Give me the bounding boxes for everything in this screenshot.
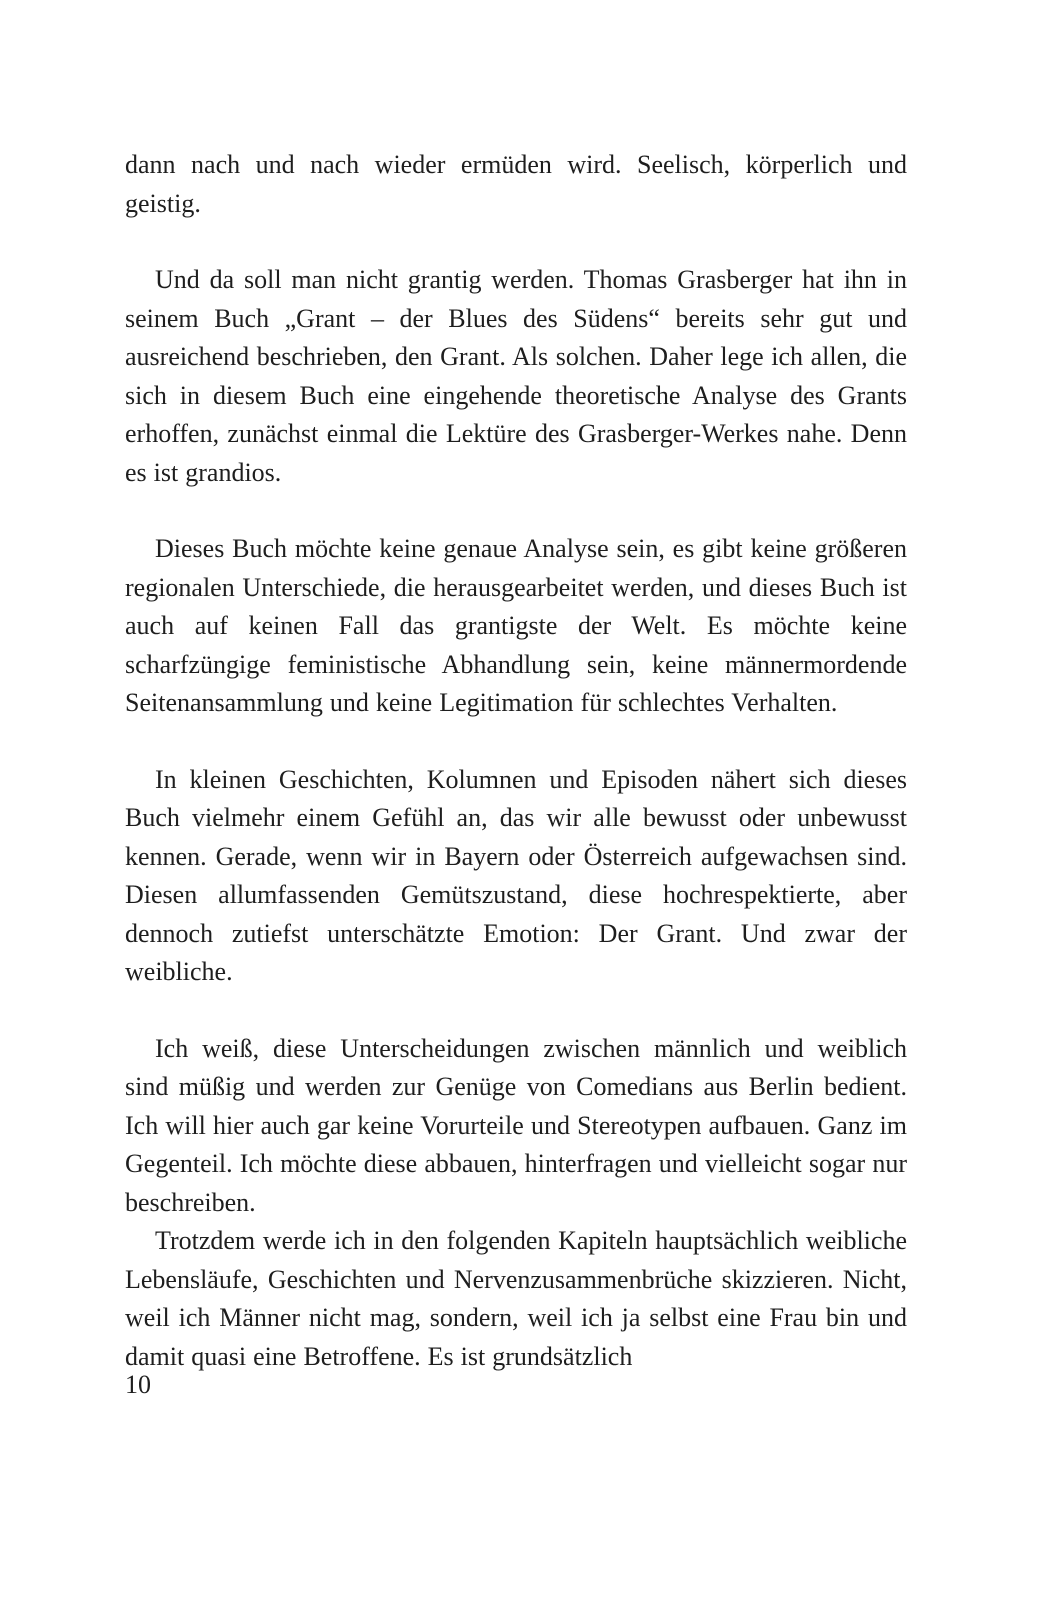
body-paragraph: Und da soll man nicht grantig werden. Thomas Grasberger hat ihn in seinem Buch „Grant – der Blues des Südens“ bereits sehr gut und ausreichend beschrieben, den Grant. Als solchen. Daher lege ich allen, die sich in diesem Buch eine eingehende theoretische Analyse des Grants erhoffen, zunächst einmal die Lektüre des Grasberger-Werkes nahe. Denn es ist grandios. bbox=[125, 265, 907, 487]
body-paragraph: Ich weiß, diese Unterscheidungen zwischen männlich und weiblich sind müßig und werden zur Genüge von Comedians aus Berlin bedient. Ich will hier auch gar keine Vorurteile und Stereotypen aufbauen. Ganz im Gegenteil. Ich möchte diese abbauen, hinterfragen und vielleicht sogar nur beschreiben. bbox=[125, 1033, 907, 1217]
page-text bbox=[125, 146, 907, 1376]
body-paragraph: In kleinen Geschichten, Kolumnen und Episoden nähert sich dieses Buch vielmehr einem Gefühl an, das wir alle bewusst oder unbewusst kennen. Gerade, wenn wir in Bayern oder Österreich aufgewachsen sind. Diesen allumfassenden Gemütszustand, diese hochrespektierte, aber dennoch zutiefst unterschätzte Emotion: Der Grant. Und zwar der weibliche. bbox=[125, 764, 907, 986]
body-paragraph: Dieses Buch möchte keine genaue Analyse sein, es gibt keine größeren regionalen Unterschiede, die herausgearbeitet werden, und dieses Buch ist auch auf keinen Fall das grantigste der Welt. Es möchte keine scharfzüngige feministische Abhandlung sein, keine männermordende Seitenansammlung und keine Legitimation für schlechtes Verhalten. bbox=[125, 534, 907, 717]
body-paragraph: dann nach und nach wieder ermüden wird. Seelisch, körperlich und geistig. bbox=[125, 150, 907, 218]
page-number-label: 10 bbox=[125, 1370, 151, 1399]
body-paragraph: Trotzdem werde ich in den folgenden Kapiteln hauptsächlich weibliche Lebensläufe, Geschichten und Nervenzusammenbrüche skizzieren. Nicht, weil ich Männer nicht mag, sondern, weil ich ja selbst eine Frau bin und damit quasi eine Betroffene. Es ist grundsätzlich bbox=[125, 1226, 907, 1371]
